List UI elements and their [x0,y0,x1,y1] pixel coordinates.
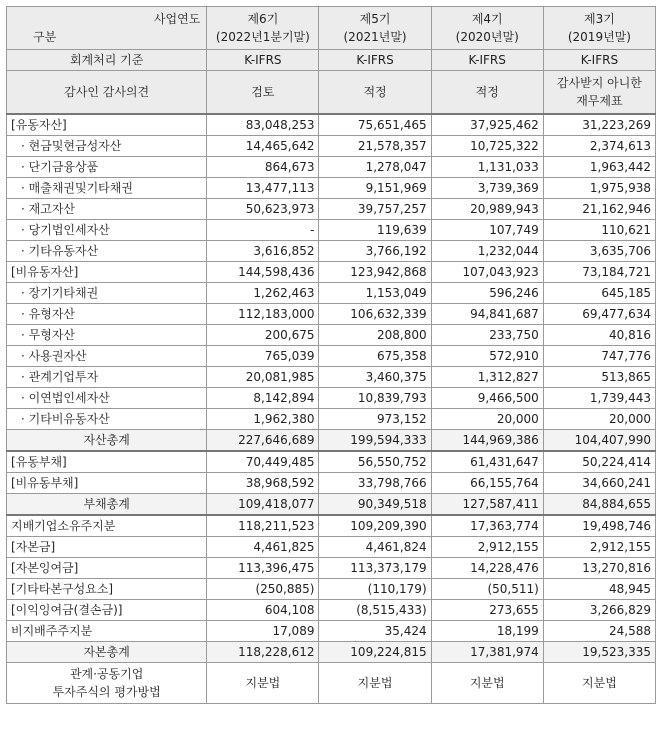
value-cell: 3,739,369 [431,178,543,199]
value-cell: 37,925,462 [431,114,543,136]
value-cell: 50,623,973 [207,199,319,220]
value-cell: 1,278,047 [319,157,431,178]
value-cell: 39,757,257 [319,199,431,220]
value-cell: 675,358 [319,346,431,367]
value-cell: 1,262,463 [207,283,319,304]
corner-year-label: 사업연도 [153,12,201,26]
valuation-method-label: 관계·공동기업 투자주식의 평가방법 [7,663,207,704]
value-cell: 24,588 [543,621,655,642]
value-cell: 106,632,339 [319,304,431,325]
table-row [7,136,656,157]
value-cell: 19,498,746 [543,515,655,537]
valuation-method-row [7,663,656,704]
value-cell: 3,635,706 [543,241,655,262]
audit-opinion-cell: 적정 [431,71,543,115]
period-header-4: 제4기 (2020년말) [431,7,543,50]
row-label: · 이연법인세자산 [7,388,207,409]
value-cell: 50,224,414 [543,451,655,473]
value-cell: 119,639 [319,220,431,241]
table-row [7,409,656,430]
value-cell: 200,675 [207,325,319,346]
value-cell: 73,184,721 [543,262,655,283]
corner-header-cell [7,7,207,50]
value-cell: 61,431,647 [431,451,543,473]
table-row [7,262,656,283]
table-row [7,304,656,325]
value-cell: 1,131,033 [431,157,543,178]
row-label: · 기타비유동자산 [7,409,207,430]
value-cell: 3,266,829 [543,600,655,621]
value-cell: (8,515,433) [319,600,431,621]
value-cell: 604,108 [207,600,319,621]
value-cell: 596,246 [431,283,543,304]
table-row [7,114,656,136]
value-cell: 973,152 [319,409,431,430]
value-cell: 3,616,852 [207,241,319,262]
table-row [7,220,656,241]
value-cell: 9,466,500 [431,388,543,409]
table-row [7,537,656,558]
value-cell: 208,800 [319,325,431,346]
table-row [7,600,656,621]
value-cell: 227,646,689 [207,430,319,452]
value-cell: 645,185 [543,283,655,304]
value-cell: 110,621 [543,220,655,241]
row-label: · 당기법인세자산 [7,220,207,241]
value-cell: 48,945 [543,579,655,600]
value-cell: 17,089 [207,621,319,642]
value-cell: 118,211,523 [207,515,319,537]
value-cell: 4,461,824 [319,537,431,558]
table-row [7,515,656,537]
audit-opinion-cell: 검토 [207,71,319,115]
value-cell: 1,962,380 [207,409,319,430]
value-cell: 20,081,985 [207,367,319,388]
table-row [7,621,656,642]
asset-total-label: 자산총계 [7,430,207,452]
value-cell: 19,523,335 [543,642,655,663]
table-row [7,642,656,663]
value-cell: 17,363,774 [431,515,543,537]
table-row [7,283,656,304]
value-cell: 17,381,974 [431,642,543,663]
value-cell: 199,594,333 [319,430,431,452]
value-cell: 20,000 [543,409,655,430]
value-cell: 765,039 [207,346,319,367]
value-cell: 13,270,816 [543,558,655,579]
value-cell: 14,465,642 [207,136,319,157]
value-cell: 20,000 [431,409,543,430]
value-cell: 66,155,764 [431,473,543,494]
value-cell: 107,043,923 [431,262,543,283]
value-cell: 40,816 [543,325,655,346]
value-cell: 109,209,390 [319,515,431,537]
value-cell: 144,969,386 [431,430,543,452]
value-cell: 84,884,655 [543,494,655,516]
value-cell: 56,550,752 [319,451,431,473]
value-cell: 109,418,077 [207,494,319,516]
row-label: · 매출채권및기타채권 [7,178,207,199]
value-cell: 109,224,815 [319,642,431,663]
value-cell: (110,179) [319,579,431,600]
row-label: · 장기기타채권 [7,283,207,304]
row-label: · 현금및현금성자산 [7,136,207,157]
header-row-standard [7,50,656,71]
liability-total-label: 부채총계 [7,494,207,516]
table-row [7,157,656,178]
value-cell: 70,449,485 [207,451,319,473]
value-cell: 8,142,894 [207,388,319,409]
value-cell: 31,223,269 [543,114,655,136]
value-cell: 1,963,442 [543,157,655,178]
table-row [7,494,656,516]
period-header-6: 제6기 (2022년1분기말) [207,7,319,50]
value-cell: 75,651,465 [319,114,431,136]
value-cell: 3,460,375 [319,367,431,388]
corner-item-label: 구분 [33,30,57,44]
value-cell: 513,865 [543,367,655,388]
row-label: [자본잉여금] [7,558,207,579]
table-row [7,367,656,388]
value-cell: 34,660,241 [543,473,655,494]
value-cell: 35,424 [319,621,431,642]
table-row [7,346,656,367]
value-cell: (250,885) [207,579,319,600]
value-cell: 107,749 [431,220,543,241]
value-cell: (50,511) [431,579,543,600]
value-cell: 14,228,476 [431,558,543,579]
table-row [7,430,656,452]
value-cell: 1,975,938 [543,178,655,199]
audit-opinion-cell: 적정 [319,71,431,115]
valuation-method-cell: 지분법 [207,663,319,704]
value-cell: 4,461,825 [207,537,319,558]
period-header-3: 제3기 (2019년말) [543,7,655,50]
value-cell: 13,477,113 [207,178,319,199]
value-cell: 747,776 [543,346,655,367]
table-row [7,473,656,494]
value-cell: 3,766,192 [319,241,431,262]
value-cell: 10,725,322 [431,136,543,157]
value-cell: 21,162,946 [543,199,655,220]
value-cell: 123,942,868 [319,262,431,283]
row-label: [유동부채] [7,451,207,473]
row-label: · 기타유동자산 [7,241,207,262]
value-cell: 2,912,155 [543,537,655,558]
table-row [7,579,656,600]
value-cell: 1,739,443 [543,388,655,409]
header-row-periods [7,7,656,50]
standard-label: 회계처리 기준 [7,50,207,71]
value-cell: 864,673 [207,157,319,178]
value-cell: 572,910 [431,346,543,367]
period-header-5: 제5기 (2021년말) [319,7,431,50]
table-row [7,325,656,346]
header-row-audit [7,71,656,115]
value-cell: 90,349,518 [319,494,431,516]
valuation-method-cell: 지분법 [543,663,655,704]
valuation-method-cell: 지분법 [431,663,543,704]
valuation-method-cell: 지분법 [319,663,431,704]
value-cell: 21,578,357 [319,136,431,157]
standard-cell: K-IFRS [431,50,543,71]
value-cell: 2,374,613 [543,136,655,157]
standard-cell: K-IFRS [319,50,431,71]
row-label: · 단기금융상품 [7,157,207,178]
row-label: [자본금] [7,537,207,558]
value-cell: 104,407,990 [543,430,655,452]
row-label: · 사용권자산 [7,346,207,367]
value-cell: 94,841,687 [431,304,543,325]
value-cell: 113,396,475 [207,558,319,579]
row-label: · 관계기업투자 [7,367,207,388]
equity-total-label: 자본총계 [7,642,207,663]
value-cell: 112,183,000 [207,304,319,325]
table-row [7,388,656,409]
row-label: · 재고자산 [7,199,207,220]
value-cell: 144,598,436 [207,262,319,283]
row-label: [비유동자산] [7,262,207,283]
financial-summary-table [6,6,656,704]
value-cell: 20,989,943 [431,199,543,220]
value-cell: 1,153,049 [319,283,431,304]
value-cell: 83,048,253 [207,114,319,136]
row-label: [이익잉여금(결손금)] [7,600,207,621]
standard-cell: K-IFRS [543,50,655,71]
value-cell: 1,232,044 [431,241,543,262]
value-cell: 2,912,155 [431,537,543,558]
value-cell: 10,839,793 [319,388,431,409]
table-row [7,178,656,199]
table-row [7,241,656,262]
value-cell: 18,199 [431,621,543,642]
row-label: 비지배주주지분 [7,621,207,642]
value-cell: 127,587,411 [431,494,543,516]
row-label: [기타타본구성요소] [7,579,207,600]
audit-label: 감사인 감사의견 [7,71,207,115]
value-cell: 233,750 [431,325,543,346]
row-label: [비유동부채] [7,473,207,494]
value-cell: 69,477,634 [543,304,655,325]
table-row [7,558,656,579]
value-cell: 118,228,612 [207,642,319,663]
row-label: · 무형자산 [7,325,207,346]
standard-cell: K-IFRS [207,50,319,71]
row-label: 지배기업소유주지분 [7,515,207,537]
value-cell: 273,655 [431,600,543,621]
value-cell: 38,968,592 [207,473,319,494]
table-row [7,199,656,220]
table-row [7,451,656,473]
value-cell: - [207,220,319,241]
value-cell: 33,798,766 [319,473,431,494]
value-cell: 113,373,179 [319,558,431,579]
row-label: [유동자산] [7,114,207,136]
value-cell: 9,151,969 [319,178,431,199]
row-label: · 유형자산 [7,304,207,325]
audit-opinion-cell: 감사받지 아니한 재무제표 [543,71,655,115]
value-cell: 1,312,827 [431,367,543,388]
